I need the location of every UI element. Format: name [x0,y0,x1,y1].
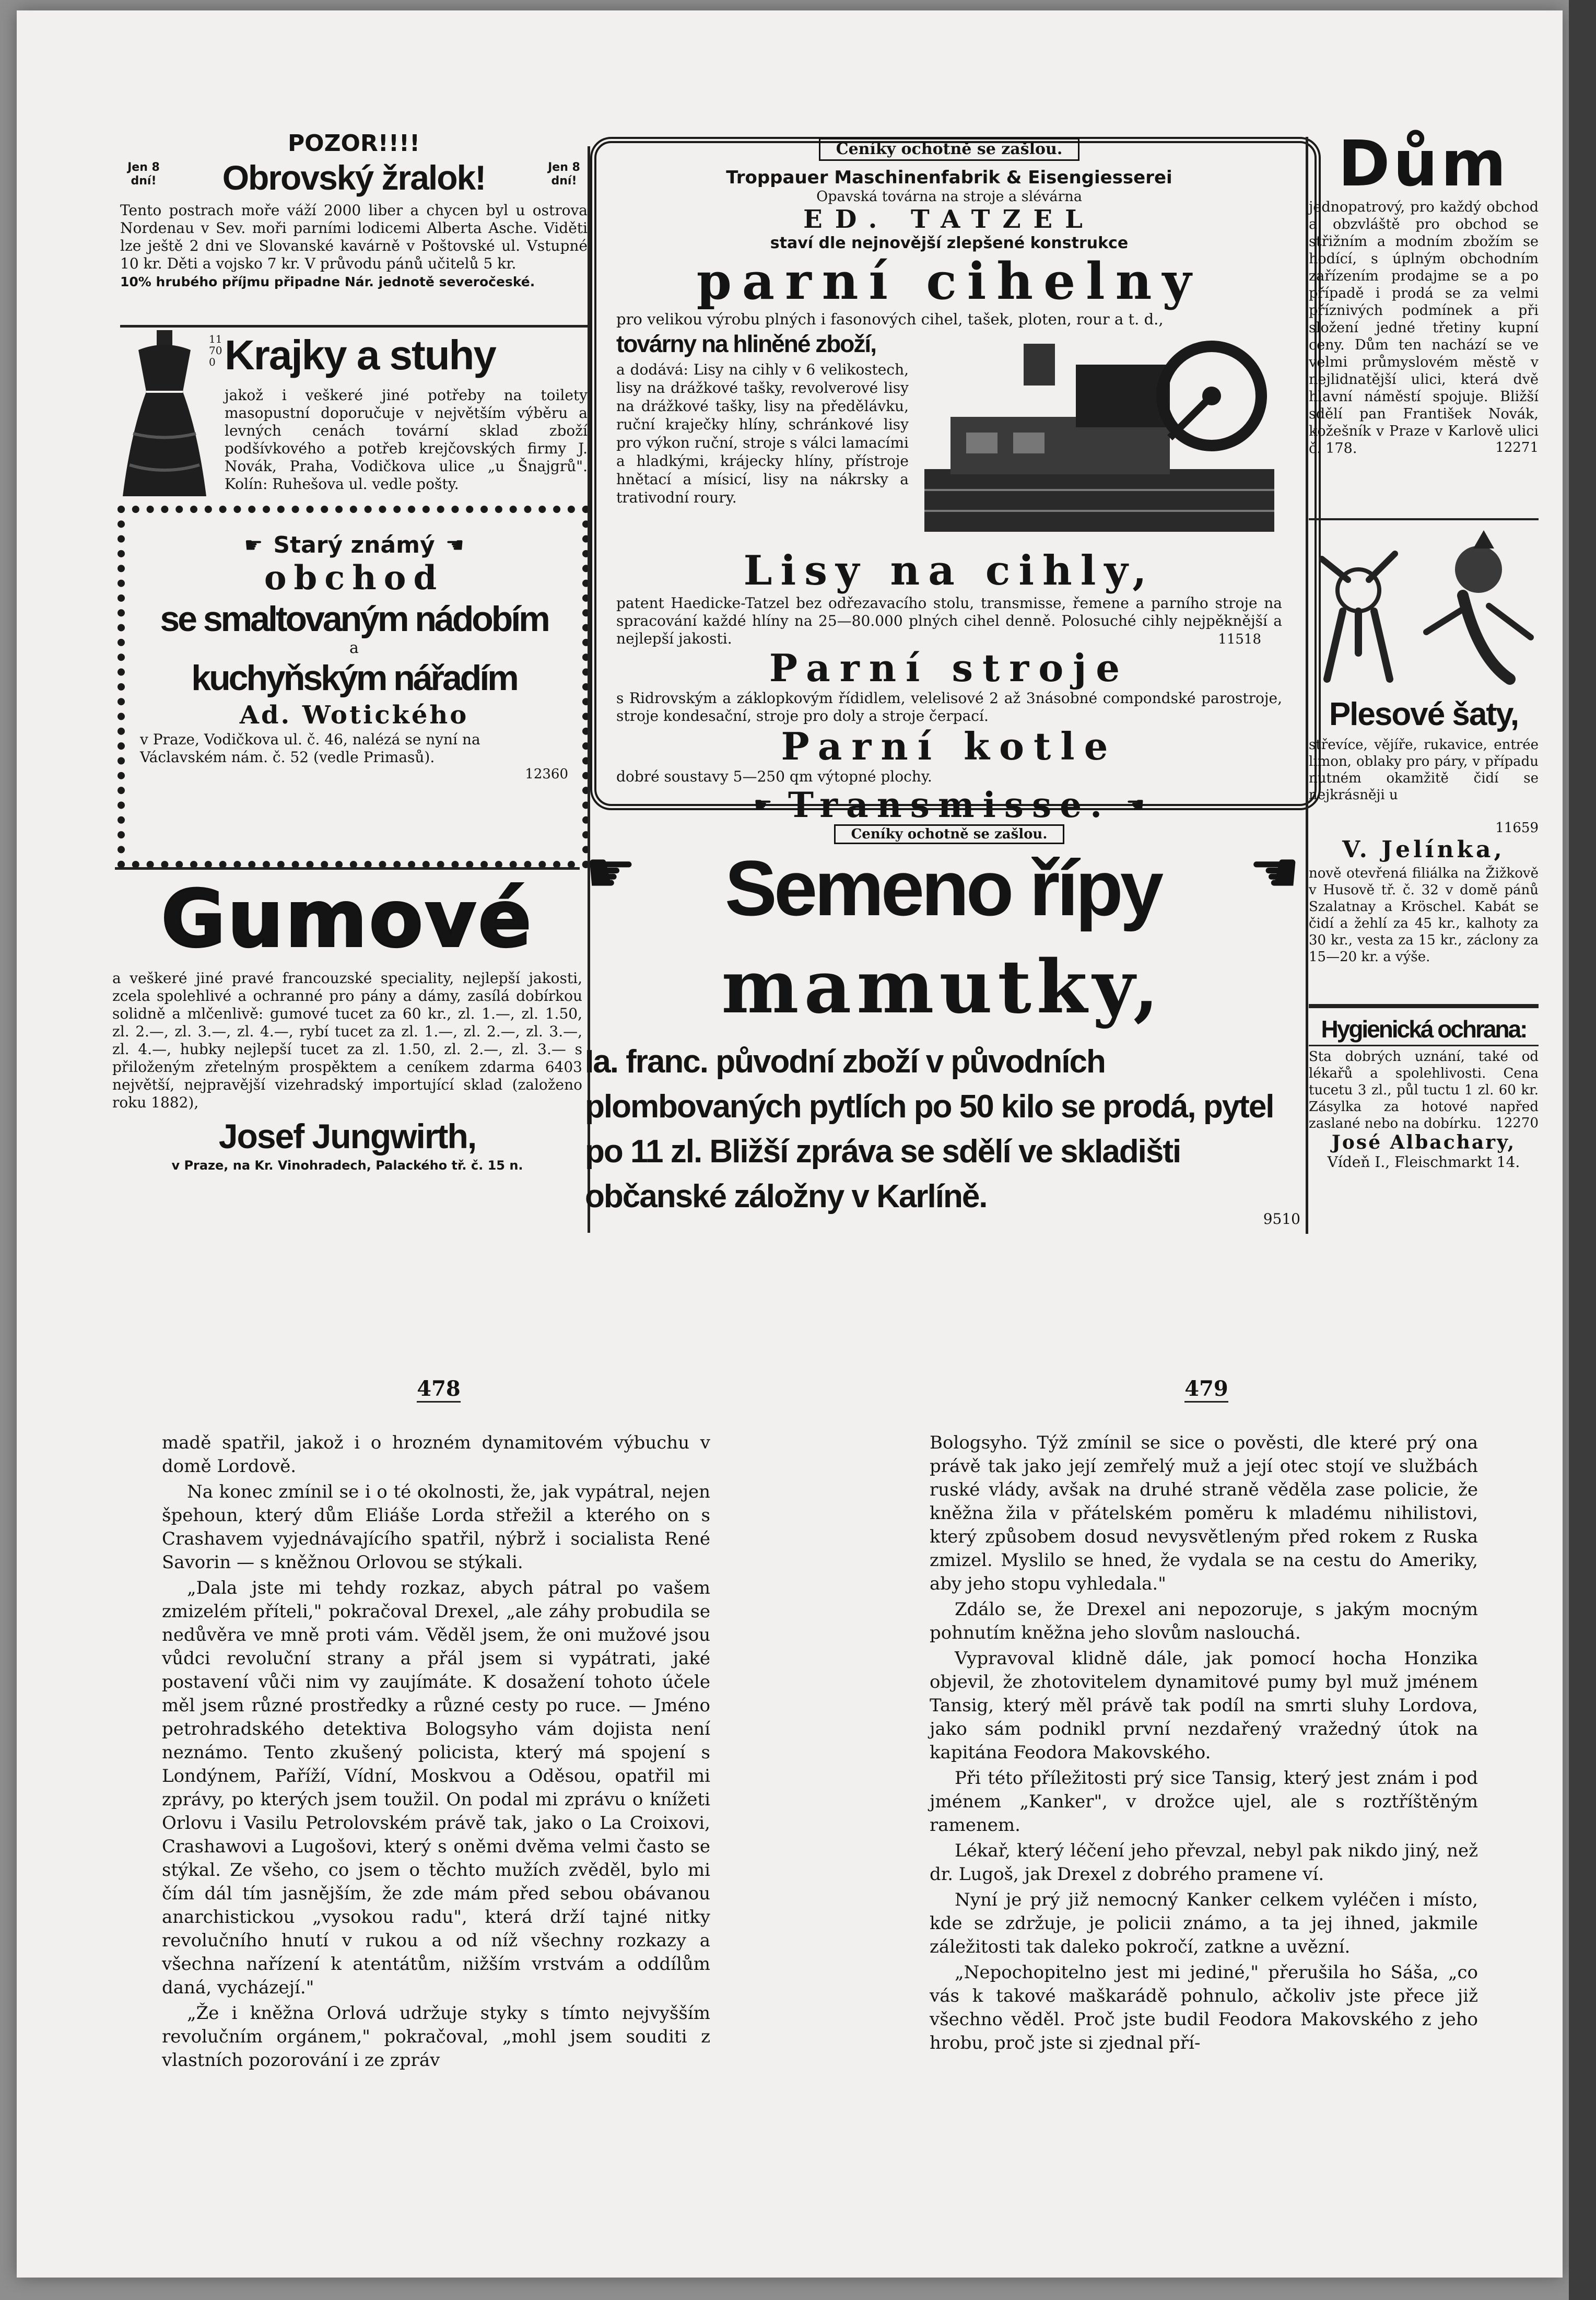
rule [1309,1004,1539,1008]
ad-tatzel-name: ED. TATZEL [803,205,1095,234]
ad-tatzel-headline4: Parní kotle [781,724,1118,768]
pointing-hand-icon: ☛ [585,839,637,906]
column-rule [1306,137,1308,1234]
ad-gumove-body: a veškeré jiné pravé francouzské speciality, nejlepší jakosti, zcela spolehlivé a ochranné pro pány a dámy, zasílá dobírkou solidně a mlčenlivě: gumové tucet za 60 kr., zl. 1.—, zl. 1.50, zl. 2.—, zl. 3.—, zl. 4.—, rybí tucet za zl. 1.—, zl. 2.—, zl. 3.—, zl. 4.—, hubky nejlepší tucet za zl. 1.50, zl. 2.—, zl. 3.— s přiloženým zřetelným prospěktem a ceníkem zdarma 6403 největší, nejpravější vizehradský importující sklad (založeno roku 1882), [112,970,582,1111]
ad-krajky-number: 11700 [209,333,222,368]
ad-gumove-headline: Gumové [161,874,534,965]
ad-tatzel-headline2: Lisy na cihly, [743,547,1155,594]
rule [120,325,588,328]
ad-plesove [1309,522,1539,995]
ad-semeno-number: 9510 [1263,1210,1300,1228]
ad-pozor-footer: 10% hrubého příjmu připadne Nár. jednotě severočeské. [120,274,535,289]
ad-pozor-side-left: Jen 8 dní! [127,161,160,188]
story-paragraph: „Nepochopitelno jest mi jediné," přerušila ho Sáša, „co vás k takové maškarádě pohnulo, ačkoliv jste přece již všechno věděl. Proč jste budil Feodora Makovského z jeho hrobu, proč jste si zjednal pří- [930,1962,1478,2053]
ad-krajky [120,329,588,504]
ad-hygienicka-body: Sta dobrých uznání, také od lékařů a spolehlivosti. Cena tucetu 3 zl., půl tuctu 1 zl. 60 kr. Zásylka za hotové napřed zaslané nebo na dobírku. [1309,1049,1539,1131]
ad-krajky-body: jakož i veškeré jiné potřeby na toilety masopustní doporučuje v největším výběru a levných cenách tovární sklad zboží podšívkového a potřeb krejčovských firmy J. Novák, Praha, Vodičkova ulice „u Šnajgrů". Kolín: Ruhešova ul. vedle pošty. [225,387,588,493]
ad-tatzel-stroje: s Ridrovským a záklopkovým řídidlem, velelisové 2 až 3násobné compondské parostroje, stroje kondesační, stroje pro doly a stroje čerpací. [616,690,1282,725]
story-paragraph: Lékař, který léčení jeho převzal, nebyl pak nikdo jiný, než dr. Lugoš, jak Drexel z dobrého pramene ví. [930,1840,1478,1885]
pointing-hand-icon: ☛ [1126,793,1145,817]
ad-tatzel-patent-num: 11518 [1218,632,1261,647]
pointing-hand-icon: ☛ [1249,839,1300,906]
ad-dum-body: jednopatrový, pro každý obchod a obzvláště pro obchod se střižním a modním zbožím se hodící, s úplným obchodním zařízením prodajme se a po případě i prodá se za velmi příznivých podmínek a při složení jedné třetiny kupní ceny. Dům ten nachází se ve velmi průmyslovém městě v nejlidnatější ulici, která dvě hlavní náměstí spojuje. Bližší sdělí pan František Novák, kožešník v Praze v Karlově ulici č. 178. [1309,199,1539,457]
ad-hygienicka-number: 12270 [1495,1115,1539,1131]
ad-semeno-body: Ia. franc. původní zboží v původních plombovaných pytlích po 50 kilo se prodá, pytel po 11 zl. Bližší zpráva se sdělí ve skladišti občanské záložny v Karlíně. [585,1044,1274,1215]
story-column-right [930,1431,1478,2116]
ad-tatzel [616,138,1282,842]
rule [1309,518,1539,520]
pointing-hand-icon: ☛ [445,533,464,557]
ad-tatzel-headline3: Parní stroje [769,646,1130,690]
ad-dum-headline: Dům [1337,128,1510,201]
story-paragraph: Při této příležitosti prý sice Tansig, který jest znám i pod jménem „Kanker", v drožce ujel, ale s roztříštěným ramenem. [930,1768,1478,1836]
ad-tatzel-top-label: Ceníky ochotně se zašlou. [819,138,1080,161]
ad-gumove-firm: Josef Jungwirth, [218,1117,476,1155]
ad-plesove-address: nově otevřená filiálka na Žižkově v Husově tř. č. 32 v domě pánů Szalatnay a Kröschel. Kabát se čidí a žehlí za 45 kr., kalhoty za 30 kr., vesta za 15 kr., záclony za 15—20 kr. a výše. [1309,866,1539,965]
ad-gumove [112,872,582,1233]
story-paragraph: madě spatřil, jakož i o hrozném dynamitovém výbuchu v domě Lordově. [162,1432,710,1477]
rule [115,867,580,870]
story-paragraph: Na konec zmínil se i o té okolnosti, že, jak vypátral, nejen špehoun, který dům Eliáše Lorda střežil a kterého on s Crashavem vyjednávajícího spatřil, nýbrž i socialista René Savorin — s kněžnou Orlovou se stýkali. [162,1481,710,1573]
ad-tatzel-intro: pro velikou výrobu plných i fasonových cihel, tašek, ploten, rour a t. d., [616,310,1164,328]
ad-tatzel-company: Troppauer Maschinenfabrik & Eisengiesserei [726,167,1172,188]
ad-plesove-firm: V. Jelínka, [1342,836,1505,863]
ad-hygienicka-headline: Hygienická ochrana: [1309,1013,1539,1046]
ad-pozor-title: POZOR!!!! [287,130,420,157]
ad-tatzel-list: a dodává: Lisy na cihly v 6 velikostech, lisy na drážkové tašky, revolverové lisy na drážkové tašky, lisy na předělávku, ruční kraječky hlíny, schránkové lisy pro výkon ruční, stroje s válci lamacími a hladkými, krájecky hlíny, přístroje hnětací a mísicí, lisy na nákrsky a trativodní roury. [616,361,909,506]
ad-hygienicka [1309,1013,1539,1233]
page-number-left: 478 [397,1376,480,1408]
ad-tatzel-subhead: továrny na hliněné zboží, [616,330,876,357]
ad-plesove-headline: Plesové šaty, [1329,696,1519,732]
ad-wotitzky-line3: se smaltovaným nádobím [160,599,548,639]
ad-wotitzky-line2: obchod [264,558,444,598]
ad-dum-number: 12271 [1495,440,1539,456]
ad-tatzel-headline5: Transmisse. [788,785,1111,825]
ad-semeno [585,831,1300,1233]
ad-krajky-headline: Krajky a stuhy [225,332,496,378]
ad-tatzel-headline1: parní cihelny [696,252,1202,311]
ad-plesove-body: střevíce, vějíře, rukavice, entrée limon, oblaky pro páry, v případu nutném okamžitě čidí se nejkrásněji u [1309,737,1539,803]
ad-tatzel-tagline: staví dle nejnovější zlepšené konstrukce [770,234,1129,252]
ad-semeno-line2: mamutky, [721,944,1164,1030]
page-number-right: 479 [1165,1376,1248,1408]
ad-hygienicka-address: Vídeň I., Fleischmarkt 14. [1327,1153,1520,1171]
ad-wotitzky-line1: Starý známý [273,532,435,558]
clown-engraving [1311,528,1536,690]
ad-tatzel-sub: Opavská továrna na stroje a slévárna [816,189,1082,205]
ad-semeno-line1: Semeno řípy [724,844,1161,932]
story-paragraph: Zdálo se, že Drexel ani nepozoruje, s jakým mocným pohnutím kněžna jeho slovům naslouchá. [930,1599,1478,1643]
story-paragraph: „Že i kněžna Orlová udržuje styky s tímto nejvyšším revolučním orgánem," pokračoval, „mohl jsem souditi z vlastních pozorování i ze zpráv [162,2003,710,2071]
ad-tatzel-bottom-label: Ceníky ochotně se zašlou. [834,824,1065,844]
pointing-hand-icon: ☛ [754,793,772,817]
ad-wotitzky-firm: Ad. Wotického [239,700,469,730]
story-paragraph: Vypravoval klidně dále, jak pomocí hocha Honzika objevil, že zhotovitelem dynamitové pumy byl muž jménem Tansig, který měl právě tak podíl na smrti sluhy Lordova, jako sám podnikl první nezdařený vražedný útok na kapitána Feodora Makovského. [930,1648,1478,1763]
pointing-hand-icon: ☛ [244,533,263,557]
ad-wotitzky-address: v Praze, Vodičkova ul. č. 46, nalézá se nyní na Václavském nám. č. 52 (vedle Primasů). [140,731,480,766]
brick-press-engraving [919,333,1280,542]
ad-wotitzky [140,532,568,845]
ad-tatzel-patent: patent Haedicke-Tatzel bez odřezavacího stolu, transmisse, řemene a parního stroje na spracování každé hlíny na 25—80.000 plných cihel denně. Polosuché cihly nejpěknější a nejlepší jakosti. [616,594,1282,647]
story-column-left [162,1431,710,2116]
story-paragraph: „Dala jste mi tehdy rozkaz, abych pátral po vašem zmizelém příteli," pokračoval Drexel, „ale záhy probudila se nedůvěra ve mně proti vám. Věděl jsem, že oni mužové jsou vůdci revoluční strany a přál jsem si vypátrati, jaké postavení vůči nim vy zaujímáte. K dosažení tohoto účele měl jsem různé prostředky a různé cesty po ruce. — Jméno petrohradského detektiva Bologsyho vám dojista není neznámo. Tento zkušený policista, který má spojení s Londýnem, Paříží, Vídní, Moskvou a Oděsou, opatřil mi zprávy, po kterých jsem toužil. On podal mi zprávu o knížeti Orlovu i Vasilu Petrolovském právě tak, jako o La Croixovi, Crashawovi a Lugošovi, který s oněmi dvěma velmi často se stýkal. Ze všeho, co jsem o těchto mužích zvěděl, bylo mi čím dál tím jasnějším, že zde mám před sebou obávanou anarchistickou „vysokou radu", která drží tajné nitky revolučního hnutí v rukou a od níž všechny rozkazy a všechna nařízení k atentátům, nižším vrstvám a oddílům daná, vycházejí." [162,1578,710,1998]
ad-wotitzky-line5: kuchyňským nářadím [191,658,517,698]
dress-form-engraving [120,329,209,501]
story-paragraph: Nyní je prý již nemocný Kanker celkem vyléčen i místo, kde se zdržuje, je policii známo, a ta jej ihned, jakmile záležitosti tak daleko pokročí, zatkne a uvězní. [930,1889,1478,1957]
ad-pozor [120,131,588,324]
ad-tatzel-kotle: dobré soustavy 5—250 qm výtopné plochy. [616,768,932,785]
ad-dum [1309,128,1539,517]
story-paragraph: Bologsyho. Týž zmínil se sice o pověsti, dle které prý ona právě tak jako její zemřelý muž a její otec stojí ve službách ruské vlády, avšak na druhé straně věděla zase policie, že kněžna žila v přátelském poměru k mladému nihilistovi, který způsobem dosud nevysvětleným před rokem z Ruska zmizel. Myslilo se hned, že vydala se na cestu do Ameriky, aby jeho stopu vyhledala." [930,1432,1478,1594]
ad-wotitzky-number: 12360 [525,766,568,782]
scanner-edge [1569,0,1596,2300]
ad-wotitzky-line4: a [349,639,359,657]
ad-pozor-side-right: Jen 8 dní! [548,161,580,188]
ad-hygienicka-firm: José Albachary, [1331,1131,1516,1153]
ad-pozor-body: Tento postrach moře váží 2000 liber a chycen byl u ostrova Nordenau v Sev. moři parními lodicemi Alberta Asche. Viděti lze ještě 2 dni ve Slovanské kavárně v Poštovské ul. Vstupné 10 kr. Děti a vojsko 7 kr. V průvodu pánů učitelů 5 kr. [120,202,588,272]
ad-plesove-number: 11659 [1495,820,1539,836]
ad-gumove-address: v Praze, na Kr. Vinohradech, Palackého tř. č. 15 n. [171,1158,523,1173]
ad-pozor-headline: Obrovský žralok! [222,158,486,197]
